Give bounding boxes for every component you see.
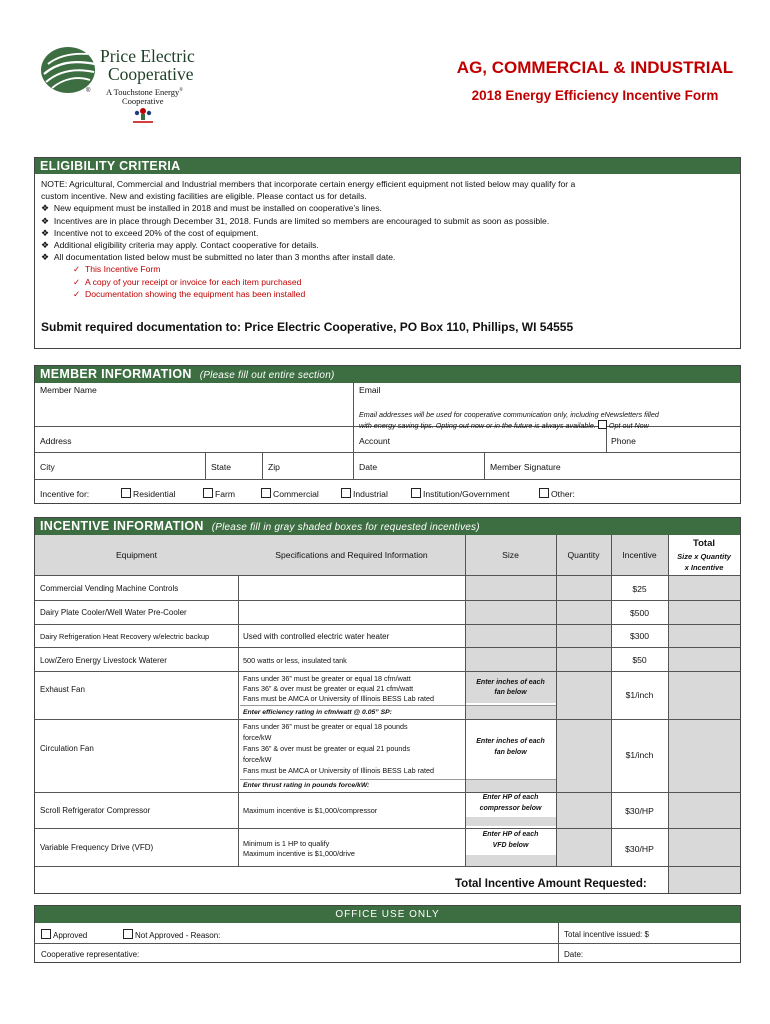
incentive-for-label: Incentive for: [40,489,90,499]
row-size-hint: Enter HP of each [482,831,539,838]
exhaust-rating-input[interactable] [465,705,556,719]
divider [35,792,740,793]
total-input-column[interactable] [668,575,740,893]
incentive-header-title: INCENTIVE INFORMATION [40,519,204,533]
eligibility-bullet [41,215,734,227]
row-size-hint: compressor below [479,805,542,812]
option-other[interactable] [539,488,575,499]
total-issued-field[interactable]: Total incentive issued: $ [564,930,649,939]
option-residential[interactable] [121,488,176,499]
divider [205,452,206,479]
row-size-hint: Enter inches of each [476,679,545,686]
address-field[interactable]: Address [40,436,72,446]
divider [558,923,559,963]
col-specs: Specifications and Required Information [275,550,428,560]
member-signature-field[interactable]: Member Signature [490,462,561,472]
eligibility-note-line1: NOTE: Agricultural, Commercial and Industrial members that incorporate certain energy efficient equipment not listed below may qualify for a [41,179,576,189]
logo-tagline-sup: ® [179,88,184,94]
eligibility-note-line2: custom incentive. New and existing facilities are eligible. Please contact us for details. [41,191,367,202]
row-spec: Used with controlled electric water heater [243,632,390,641]
row-equipment: Exhaust Fan [40,685,85,694]
incentive-header [35,518,740,535]
row-incentive: $30/HP [625,806,654,816]
row-equipment: Dairy Refrigeration Heat Recovery w/electric backup [40,632,210,641]
row-spec: 500 watts or less, insulated tank [243,656,347,665]
divider [668,535,669,893]
member-header-note: (Please fill out entire section) [199,370,335,381]
row-incentive: $500 [629,608,650,618]
diamond-bullet-icon: ❖ [41,240,50,251]
row-size-hint: fan below [494,749,527,756]
logo-reg-mark: ® [86,88,91,94]
diamond-bullet-icon: ❖ [41,252,50,263]
divider [35,624,740,625]
row-equipment: Scroll Refrigerator Compressor [40,806,151,815]
eligibility-check [41,263,734,275]
row-incentive: $300 [629,631,650,641]
divider [35,575,740,576]
approved-option[interactable] [41,929,87,940]
logo-name-line2: Cooperative [108,64,194,84]
eligibility-check [41,288,734,300]
quantity-input-column[interactable] [556,575,611,866]
row-incentive: $1/inch [625,690,654,700]
circulation-rating-input[interactable] [465,779,556,792]
divider [262,452,263,479]
col-total-sub2: x Incentive [684,563,724,572]
member-header-title: MEMBER INFORMATION [40,367,192,381]
divider [556,535,557,866]
logo [40,44,210,130]
divider [35,943,740,944]
phone-field[interactable]: Phone [611,436,636,446]
eligibility-bullet-text: Incentives are in place through December 31, 2018. Funds are limited so members are encouraged to submit as soon as possible. [53,215,550,226]
col-total: Total [693,538,715,549]
eligibility-body [35,174,740,300]
divider [35,600,740,601]
option-label: Other: [551,489,575,499]
row-size-hint: fan below [494,689,527,696]
row-incentive: $25 [632,584,647,594]
date-field[interactable]: Date: [564,950,584,959]
row-incentive: $1/inch [625,750,654,760]
member-section [34,365,741,504]
row-equipment: Commercial Vending Machine Controls [40,584,179,593]
eligibility-check-text: This Incentive Form [84,264,161,275]
divider [35,828,740,829]
email-note-line1: Email addresses will be used for cooperative communication only, including eNewsletters filled [359,410,659,419]
not-approved-label: Not Approved - Reason: [135,931,221,940]
option-label: Residential [133,489,176,499]
option-institution-government[interactable] [411,488,509,499]
state-field[interactable]: State [211,462,232,472]
eligibility-bullet-text: All documentation listed below must be submitted no later than 3 months after install date. [53,252,396,263]
eligibility-bullet-text: New equipment must be installed in 2018 and must be installed on cooperative’s lines. [53,203,382,214]
diamond-bullet-icon: ❖ [41,227,50,238]
row-equipment: Circulation Fan [40,744,94,753]
logo-name-line1: Price Electric [100,46,195,66]
opt-out-checkbox[interactable] [598,420,607,429]
vfd-size-input[interactable] [465,855,556,866]
divider [35,866,740,867]
row-equipment: Dairy Plate Cooler/Well Water Pre-Cooler [40,608,187,617]
checkmark-icon: ✓ [73,264,81,275]
divider [35,719,740,720]
total-requested-label: Total Incentive Amount Requested: [455,878,647,890]
touchstone-icon [132,106,154,124]
checkbox[interactable] [341,488,351,498]
city-field[interactable]: City [40,462,55,472]
email-field[interactable]: Email [359,385,381,395]
divider [240,705,556,706]
checkbox[interactable] [261,488,271,498]
row-spec-line: Fans must be AMCA or University of Illinois BESS Lab rated [243,694,434,703]
submit-instructions: Submit required documentation to: Price Electric Cooperative, PO Box 110, Phillips, WI 54555 [41,320,574,334]
divider [465,535,466,866]
date-field[interactable]: Date [359,462,378,472]
checkbox[interactable] [411,488,421,498]
logo-tagline2: Cooperative [122,96,164,106]
divider [35,647,740,648]
col-quantity: Quantity [567,550,600,560]
eligibility-bullet [41,239,734,251]
eligibility-bullet [41,227,734,239]
row-spec-line: Minimum is 1 HP to qualify [243,839,330,848]
divider [35,479,740,480]
divider [238,575,239,866]
divider [353,383,354,479]
row-spec-line: Fans 36” & over must be greater or equal 21 pounds [243,744,411,753]
row-spec: Maximum incentive is $1,000/compressor [243,806,378,815]
row-incentive: $30/HP [625,844,654,854]
divider [240,779,556,780]
option-farm[interactable] [203,488,235,499]
form-title: AG, COMMERCIAL & INDUSTRIAL [456,58,734,77]
eligibility-check [41,276,734,288]
eligibility-check-text: A copy of your receipt or invoice for each item purchased [84,276,302,287]
divider [484,452,485,479]
zip-field[interactable]: Zip [268,462,280,472]
eligibility-bullet-text: Additional eligibility criteria may apply. Contact cooperative for details. [53,240,319,251]
divider [35,452,740,453]
col-size: Size [502,550,519,560]
option-industrial[interactable] [341,488,388,499]
not-approved-option[interactable] [123,929,220,940]
approved-label: Approved [53,931,88,940]
member-name-field[interactable]: Member Name [40,385,97,395]
row-spec-line: Maximum incentive is $1,000/drive [243,849,355,858]
checkbox[interactable] [539,488,549,498]
email-note-line2 [359,420,649,430]
row-spec-line: Fans 36” & over must be greater or equal 21 cfm/watt [243,684,414,693]
eligibility-header: ELIGIBILITY CRITERIA [35,158,740,174]
opt-out-label: Opt out Now [608,421,649,430]
checkbox[interactable] [121,488,131,498]
checkmark-icon: ✓ [73,288,81,299]
divider [35,671,740,672]
row-spec-line: Fans must be AMCA or University of Illinois BESS Lab rated [243,766,434,775]
email-note-line2-text: with energy saving tips. Opting out now or in the future is always available. [359,421,596,430]
col-equipment: Equipment [115,550,158,560]
row-spec-line: force/kW [243,755,272,764]
option-commercial[interactable] [261,488,319,499]
member-header [35,366,740,383]
checkbox[interactable] [41,929,51,939]
row-incentive: $50 [632,655,647,665]
eligibility-bullet [41,251,734,263]
checkbox[interactable] [203,488,213,498]
option-label: Industrial [353,489,388,499]
office-header: OFFICE USE ONLY [35,906,740,923]
eligibility-section [34,157,741,349]
office-section [34,905,741,963]
checkbox[interactable] [123,929,133,939]
scroll-size-input[interactable] [465,817,556,826]
account-field[interactable]: Account [359,436,391,446]
representative-field[interactable]: Cooperative representative: [41,950,140,959]
row-rating-label: Enter thrust rating in pounds force/kW: [243,782,370,789]
col-total-sub1: Size x Quantity [677,552,731,561]
row-spec-line: Fans under 36” must be greater or equal 18 pounds [243,722,408,731]
incentive-header-note: (Please fill in gray shaded boxes for requested incentives) [211,522,480,533]
row-size-hint: Enter inches of each [476,738,545,745]
eligibility-bullet [41,202,734,214]
col-incentive: Incentive [622,550,657,560]
row-size-hint: Enter HP of each [482,794,539,801]
eligibility-check-text: Documentation showing the equipment has been installed [84,288,306,299]
option-label: Commercial [273,489,319,499]
diamond-bullet-icon: ❖ [41,203,50,214]
row-rating-label: Enter efficiency rating in cfm/watt @ 0.05” SP: [243,709,392,716]
row-spec-line: force/kW [243,733,272,742]
eligibility-bullet-text: Incentive not to exceed 20% of the cost of equipment. [53,227,259,238]
row-equipment: Variable Frequency Drive (VFD) [40,843,154,852]
diamond-bullet-icon: ❖ [41,215,50,226]
form-subtitle: 2018 Energy Efficiency Incentive Form [471,88,719,103]
checkmark-icon: ✓ [73,276,81,287]
row-spec-line: Fans under 36” must be greater or equal 18 cfm/watt [243,674,411,683]
incentive-section [34,517,741,894]
logo-tagline1-text: A Touchstone Energy [106,87,180,97]
row-equipment: Low/Zero Energy Livestock Waterer [40,656,167,665]
option-label: Farm [215,489,236,499]
option-label: Institution/Government [423,489,510,499]
row-size-hint: VFD below [492,842,529,849]
